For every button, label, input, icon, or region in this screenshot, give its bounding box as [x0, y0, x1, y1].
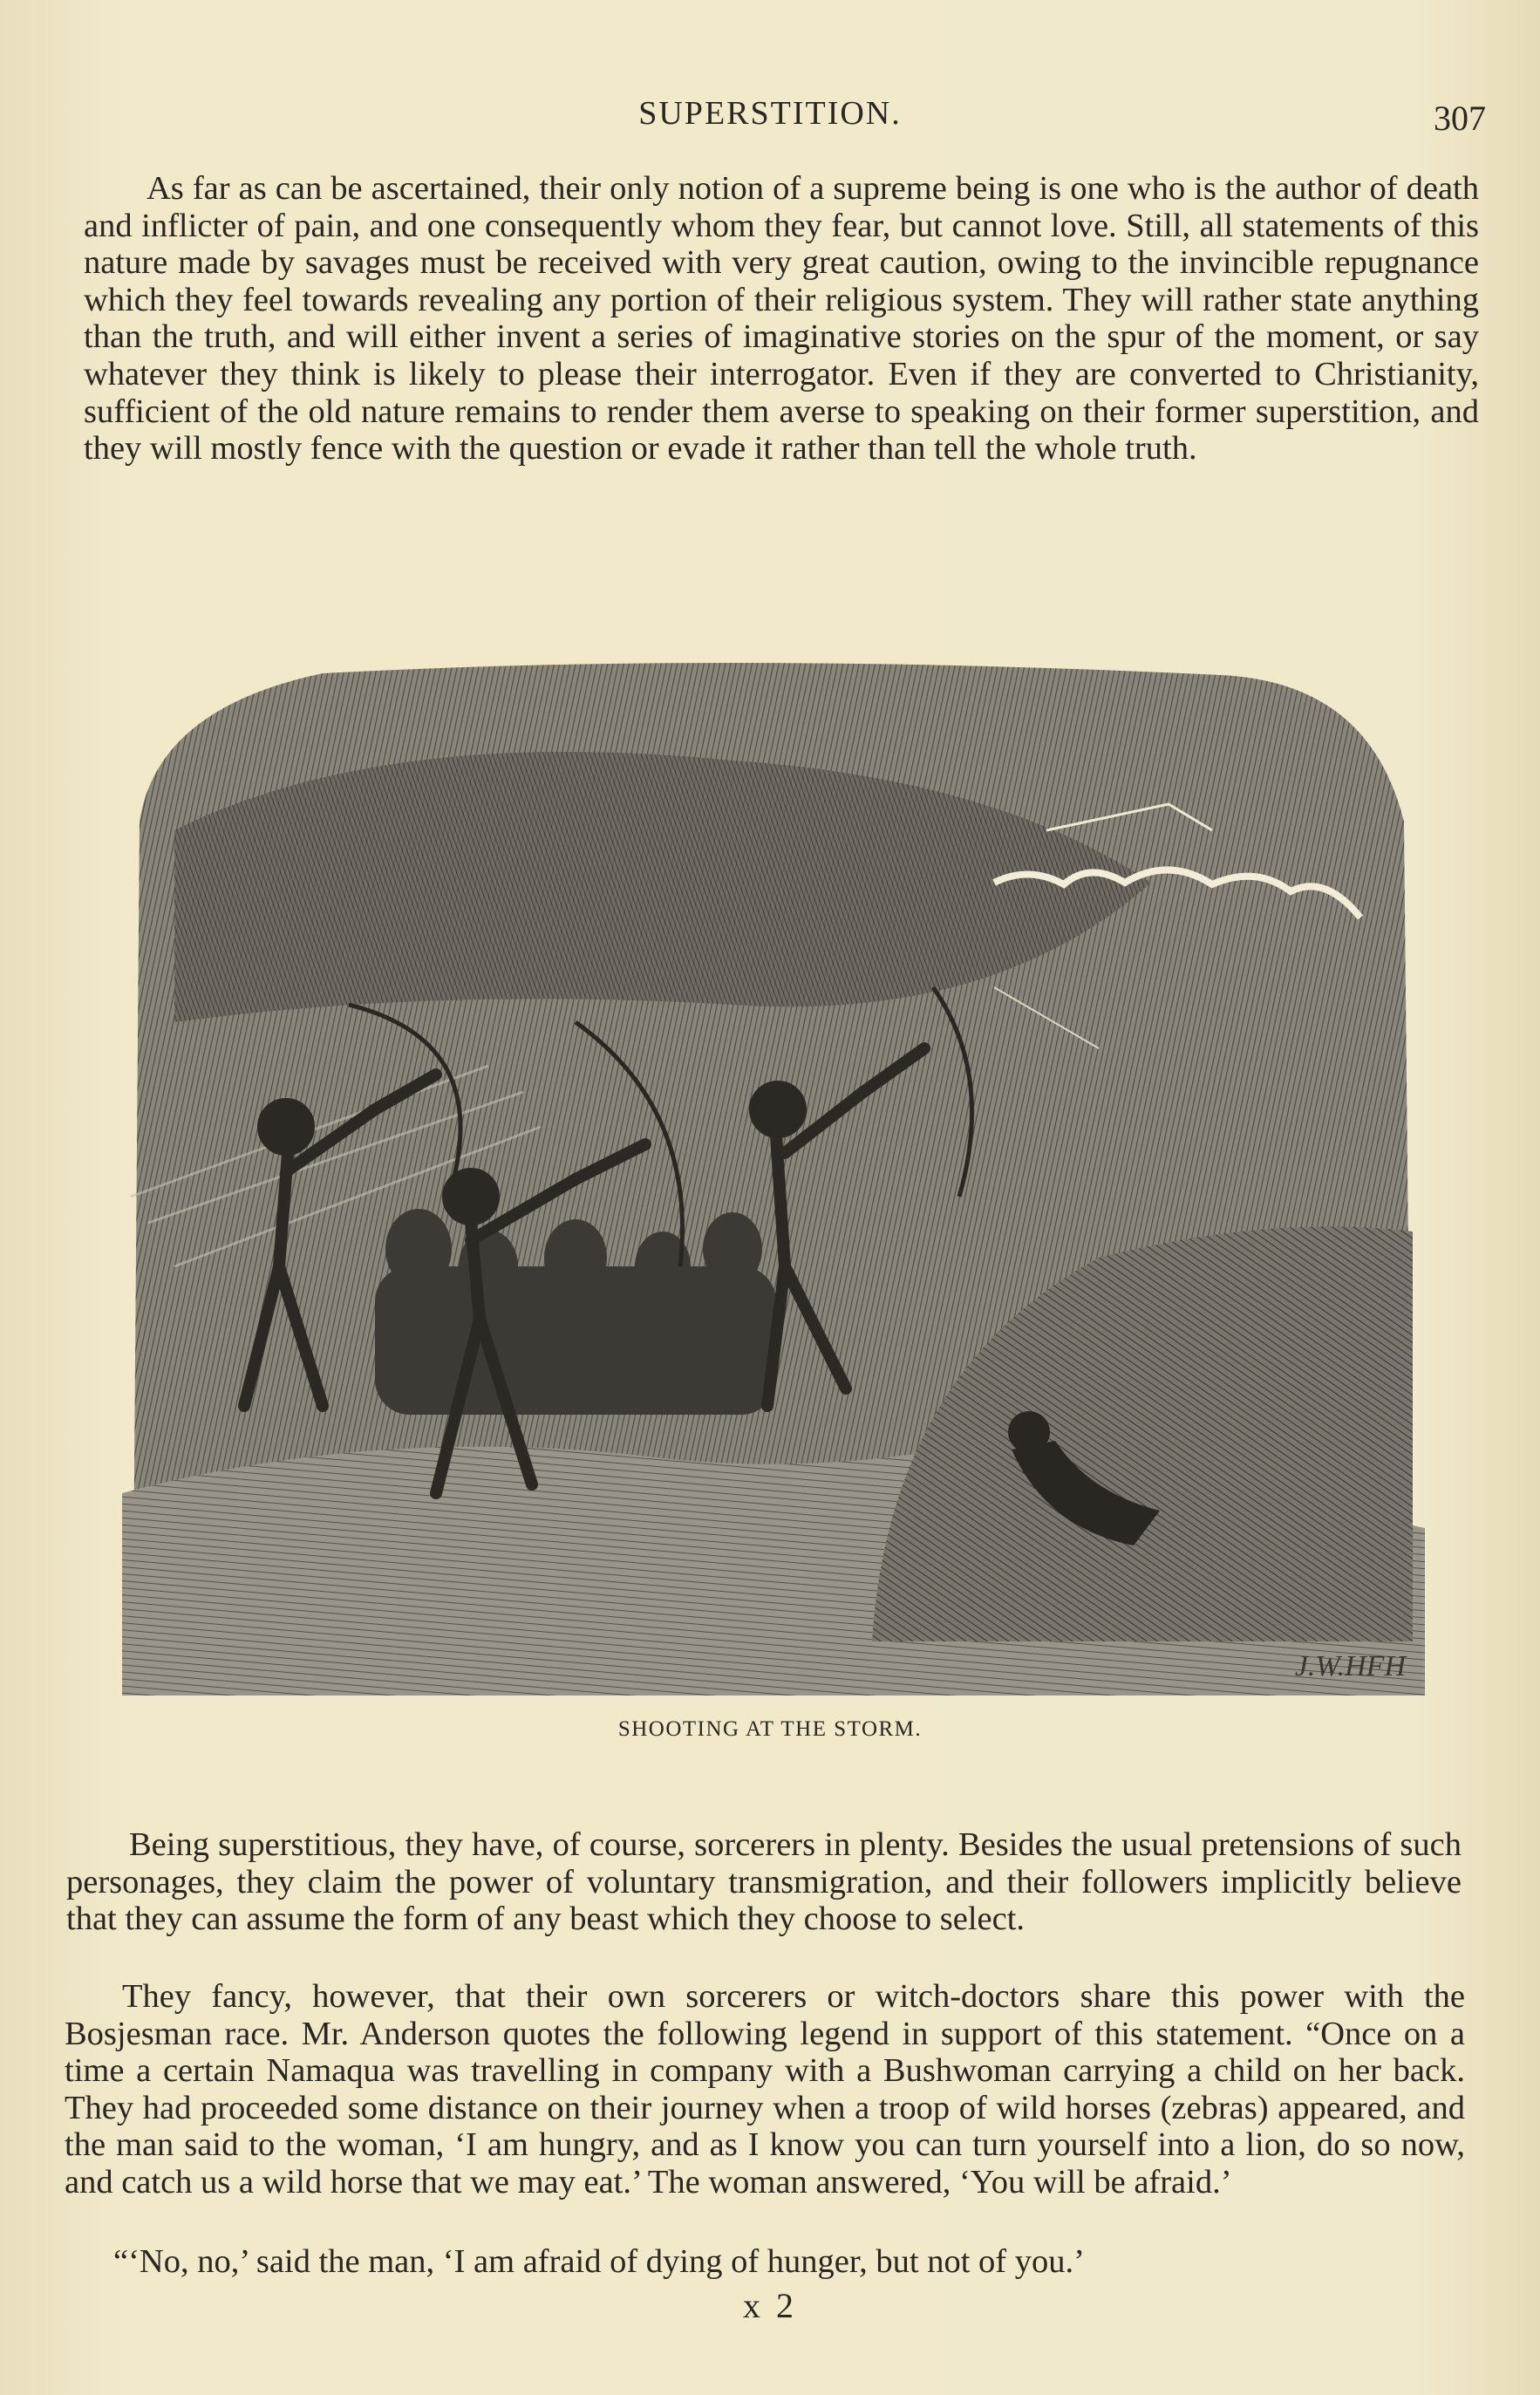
page-number: 307: [1434, 99, 1486, 138]
paragraph-supreme-being: As far as can be ascertained, their only notion of a supreme being is one who is the author of death and inflicter of pain, and one consequently whom they fear, but cannot love. Still, all statements of this nature made by savages must be received with very great caution, owing to the invincible repugnance which they feel towards revealing any portion of their religious system. They will rather state anything than the truth, and will either invent a series of imaginative stories on the spur of the moment, or say whatever they think is likely to please their interrogator. Even if they are converted to Christianity, sufficient of the old nature remains to render them averse to speaking on their former superstition, and they will mostly fence with the question or evade it rather than tell the whole truth.: [84, 170, 1479, 467]
paragraph-dialogue: “‘No, no,’ said the man, ‘I am afraid of dying of hunger, but not of you.’: [113, 2243, 1085, 2280]
signature-mark: x 2: [743, 2286, 797, 2325]
illustration-shooting-at-the-storm: [122, 656, 1425, 1696]
paragraph-sorcerers: Being superstitious, they have, of course, sorcerers in plenty. Besides the usual pretensions of such personages, they claim the power of voluntary transmigration, and their followers implicitly believe that they can assume the form of any beast which they choose to select.: [66, 1826, 1462, 1938]
engraver-mark: J.W.HFH: [1294, 1650, 1406, 1682]
crowd: [375, 1209, 776, 1415]
running-head: [0, 94, 1540, 138]
engraving-svg: [122, 656, 1425, 1696]
running-title: SUPERSTITION.: [638, 95, 902, 132]
figure-caption: SHOOTING AT THE STORM.: [617, 1717, 923, 1741]
paragraph-legend: They fancy, however, that their own sorcerers or witch-doctors share this power with the Bosjesman race. Mr. Anderson quotes the following legend in support of this statement. “Once on a time a certain Namaqua was travelling in company with a Bushwoman carrying a child on her back. They had proceeded some distance on their journey when a troop of wild horses (zebras) appeared, and the man said to the woman, ‘I am hungry, and as I know you can turn yourself into a lion, do so now, and catch us a wild horse that we may eat.’ The woman answered, ‘You will be afraid.’: [65, 1978, 1465, 2201]
